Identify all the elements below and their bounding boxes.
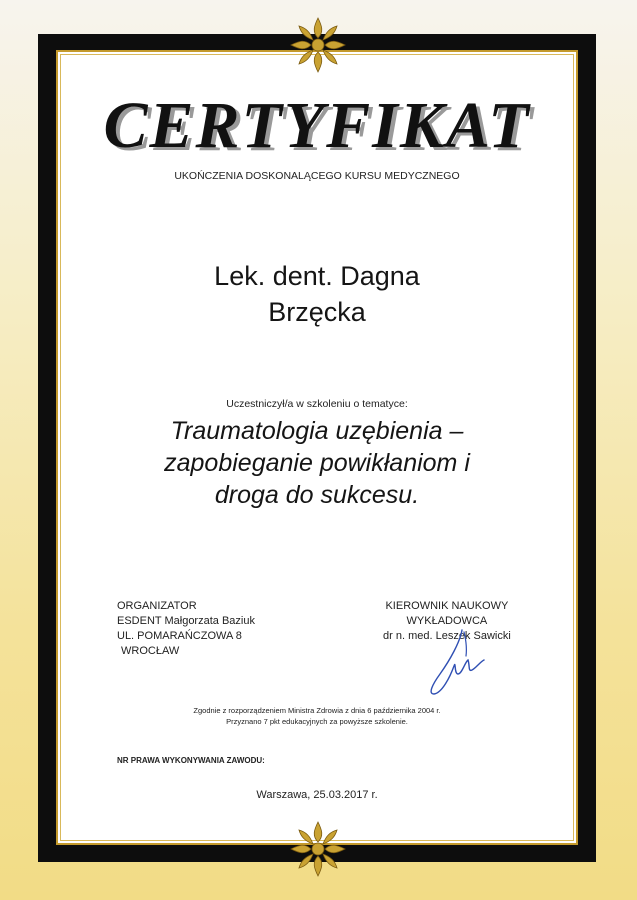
course-topic-line3: droga do sukcesu. [214,481,420,509]
organizer-block [117,599,255,659]
course-topic-line1: Traumatologia uzębienia – [170,417,464,445]
scientific-director-label: KIEROWNIK NAUKOWY [385,600,509,612]
license-number-label: NR PRAWA WYKONYWANIA ZAWODU: [117,756,265,765]
place-and-date: Warszawa, 25.03.2017 r. [256,789,378,801]
recipient-name-line1: Lek. dent. Dagna [214,261,420,291]
recipient-name [56,258,578,330]
participation-statement: Uczestniczył/a w szkoleniu o tematyce: [226,398,408,410]
course-topic [56,415,578,511]
organizer-street: UL. POMARAŃCZOWA 8 [117,630,242,642]
lecturer-name: dr n. med. Leszek Sawicki [383,630,511,642]
certificate-title: CERTYFIKAT [103,89,531,162]
recipient-name-line2: Brzęcka [268,297,366,327]
signature-icon [420,622,510,702]
lecturer-label: WYKŁADOWCA [406,615,488,627]
course-topic-line2: zapobieganie powikłaniom i [164,449,470,477]
legal-note-line1: Zgodnie z rozporządzeniem Ministra Zdrowia z dnia 6 października 2004 r. [193,706,441,715]
bottom-ornament-icon [289,820,347,878]
top-ornament-icon [289,16,347,74]
certificate-subtitle: UKOŃCZENIA DOSKONALĄCEGO KURSU MEDYCZNEGO [174,170,460,182]
organizer-city: WROCŁAW [121,645,180,657]
legal-note-line2: Przyznano 7 pkt edukacyjnych za powyższe szkolenie. [226,717,408,726]
organizer-company: ESDENT Małgorzata Baziuk [117,615,255,627]
legal-note [56,705,578,727]
organizer-label: ORGANIZATOR [117,600,197,612]
